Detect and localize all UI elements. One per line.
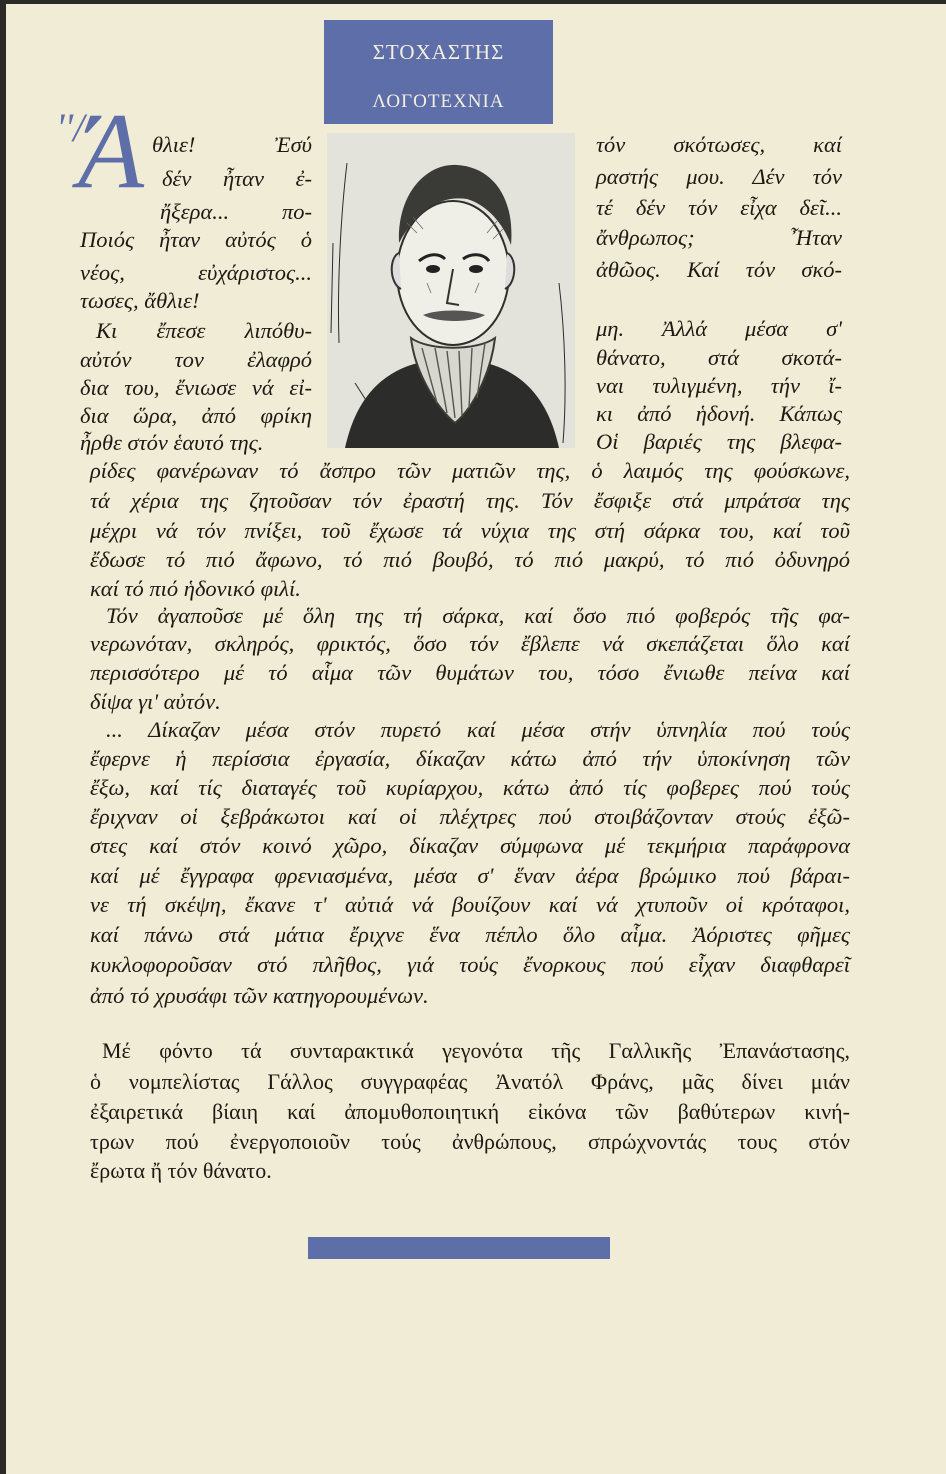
summary-line: ὁ νομπελίστας Γάλλος συγγραφέας Ἀνατόλ Φράνς, μᾶς δίνει μιάν xyxy=(90,1069,850,1094)
right-line: μη. Ἀλλά μέσα σ' xyxy=(596,316,842,341)
author-portrait xyxy=(327,133,575,448)
body-line: νε τή σκέψη, ἔκανε τ' αὐτιά νά βουίζουν καί νά χτυποῦν οἱ κρόταφοι, xyxy=(90,892,850,917)
left-line: ἤξερα... πο- xyxy=(160,199,312,224)
summary-line: τρων πού ἐνεργοποιοῦν τούς ἀνθρώπους, σπρώχνοντάς τους στόν xyxy=(90,1129,850,1154)
dropcap-accent-mark: ''/ xyxy=(56,105,85,150)
body-line: νερωνόταν, σκληρός, φρικτός, ὅσο τόν ἔβλεπε νά σκεπάζεται ὅλο καί xyxy=(90,631,850,656)
left-line: Κι ἔπεσε λιπόθυ- xyxy=(96,318,312,343)
right-line: Οἱ βαριές της βλεφα- xyxy=(596,429,842,454)
body-line: καί τό πιό ἡδονικό φιλί. xyxy=(90,576,301,601)
right-line: κι ἀπό ἡδονή. Κάπως xyxy=(596,401,842,426)
right-line: ἀθῶος. Καί τόν σκό- xyxy=(596,257,842,282)
left-line: τωσες, ἄθλιε! xyxy=(80,288,200,313)
right-line: τέ δέν τόν εἶχα δεῖ... xyxy=(596,195,842,220)
engraved-portrait-icon xyxy=(327,133,575,448)
footer-bar xyxy=(308,1237,610,1259)
body-line: δίψα γι' αὐτόν. xyxy=(90,689,221,714)
body-line: ἔδωσε τό πιό ἄφωνο, τό πιό βουβό, τό πιό μακρύ, τό πιό ὀδυνηρό xyxy=(90,547,850,572)
body-line: ρίδες φανέρωναν τό ἄσπρο τῶν ματιῶν της, ὁ λαιμός της φούσκωνε, xyxy=(90,458,850,483)
summary-line: ἐξαιρετικά βίαιη καί ἀπομυθοποιητική εἰκόνα τῶν βαθύτερων κινή- xyxy=(90,1099,850,1124)
body-line: καί πάνω στά μάτια ἔριχνε ἕνα πέπλο ὅλο αἷμα. Ἀόριστες φῆμες xyxy=(90,922,850,947)
category-banner: ΛΟΓΟΤΕΧΝΙΑ xyxy=(324,80,553,124)
right-line: ραστής μου. Δέν τόν xyxy=(596,164,842,189)
body-line: ... Δίκαζαν μέσα στόν πυρετό καί μέσα στήν ὑπνηλία πού τούς xyxy=(106,717,850,742)
body-line: ἔριχναν οἱ ξεβράκωτοι καί οἱ πλέχτρες πού στοιβάζονταν στούς ἐξῶ- xyxy=(90,804,850,829)
left-line: νέος, εὐχάριστος... xyxy=(80,260,312,285)
left-line: δια ὥρα, ἀπό φρίκη xyxy=(80,403,312,428)
right-line: ναι τυλιγμένη, τήν ἴ- xyxy=(596,373,842,398)
dropcap-letter: Ά xyxy=(78,92,144,211)
summary-line: ἔρωτα ἤ τόν θάνατο. xyxy=(90,1158,272,1183)
left-line: ἦρθε στόν ἑαυτό της. xyxy=(80,430,264,455)
right-line: θάνατο, στά σκοτά- xyxy=(596,345,842,370)
body-line: ἔξω, καί τίς διαταγές τοῦ κυρίαρχου, κάτω ἀπό τίς φοβερες πού τούς xyxy=(90,775,850,800)
body-line: ἔφερνε ἡ περίσσια ἐργασία, δίκαζαν κάτω ἀπό τήν ὑποκίνηση τῶν xyxy=(90,746,850,771)
body-line: στες καί στόν κοινό χῶρο, δίκαζαν σύμφωνα μέ τεκμήρια παράφρονα xyxy=(90,833,850,858)
left-line: δέν ἦταν ἐ- xyxy=(162,166,312,191)
body-line: τά χέρια της ζητοῦσαν τόν ἐραστή της. Τόν ἔσφιξε στά μπράτσα της xyxy=(90,488,850,513)
series-banner: ΣΤΟΧΑΣΤΗΣ xyxy=(324,20,553,84)
body-line: περισσότερο μέ τό αἷμα τῶν θυμάτων του, τόσο ἔνιωθε πείνα καί xyxy=(90,660,850,685)
body-line: Τόν ἀγαποῦσε μέ ὅλη της τή σάρκα, καί ὅσο πιό φοβερός τῆς φα- xyxy=(106,603,850,628)
right-line: ἄνθρωπος; Ἦταν xyxy=(596,225,842,250)
body-line: καί μέ ἔγγραφα φρενιασμένα, μέσα σ' ἕναν ἀέρα βρώμικο πού βάραι- xyxy=(90,863,850,888)
right-line: τόν σκότωσες, καί xyxy=(596,132,842,157)
body-line: μέχρι νά τόν πνίξει, τοῦ ἔχωσε τά νύχια της στή σάρκα του, καί τοῦ xyxy=(90,518,850,543)
body-line: ἀπό τό χρυσάφι τῶν κατηγορουμένων. xyxy=(90,983,429,1008)
left-line: δια του, ἔνιωσε νά εἰ- xyxy=(80,375,312,400)
body-line: κυκλοφοροῦσαν στό πλῆθος, γιά τούς ἔνορκους πού εἶχαν διαφθαρεῖ xyxy=(90,952,850,977)
left-line: θλιε! Ἐσύ xyxy=(152,132,312,157)
summary-line: Μέ φόντο τά συνταρακτικά γεγονότα τῆς Γαλλικῆς Ἐπανάστασης, xyxy=(102,1038,850,1063)
left-line: αὐτόν τον ἐλαφρό xyxy=(80,347,312,372)
left-line: Ποιός ἦταν αὐτός ὁ xyxy=(80,227,312,252)
